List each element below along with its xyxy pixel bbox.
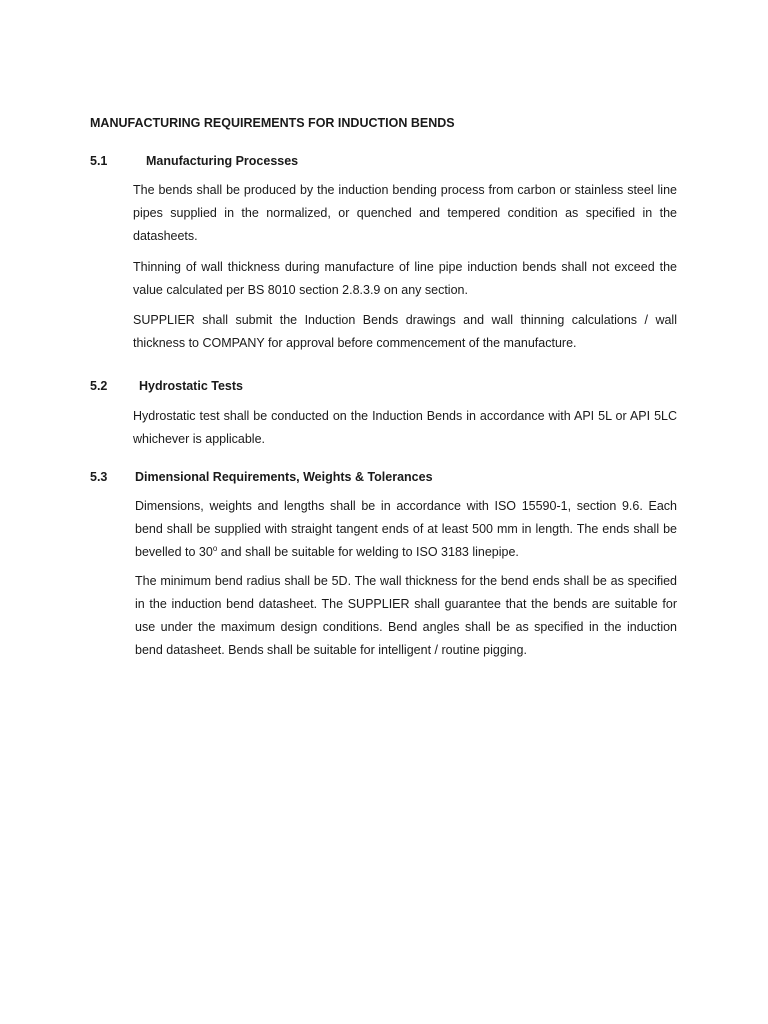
section-heading: Hydrostatic Tests bbox=[139, 379, 243, 393]
section-5-1-paragraph-1: The bends shall be produced by the induction bending process from carbon or stainless steel line pipes supplied in the normalized, or quenched and tempered condition as specified in the datasheets. bbox=[133, 183, 677, 243]
degree-superscript: o bbox=[212, 543, 218, 553]
paragraph-text: Dimensions, weights and lengths shall be in accordance with ISO 15590-1, section 9.6. Each bend shall be supplied with straight tangent ends of at least 500 mm in length. The ends shall be bevelled to 30 bbox=[135, 499, 677, 559]
section-number: 5.1 bbox=[90, 154, 108, 168]
section-number: 5.3 bbox=[90, 470, 108, 484]
section-heading: Dimensional Requirements, Weights & Tolerances bbox=[135, 470, 433, 484]
section-5-2-paragraph-1: Hydrostatic test shall be conducted on the Induction Bends in accordance with API 5L or API 5LC whichever is applicable. bbox=[133, 409, 677, 446]
section-5-3-header bbox=[90, 470, 433, 484]
section-5-1-header bbox=[90, 154, 299, 168]
section-5-1-paragraph-3: SUPPLIER shall submit the Induction Bends drawings and wall thinning calculations / wall thickness to COMPANY for approval before commencement of the manufacture. bbox=[133, 313, 677, 350]
section-5-1-paragraph-2: Thinning of wall thickness during manufacture of line pipe induction bends shall not exceed the value calculated per BS 8010 section 2.8.3.9 on any section. bbox=[133, 260, 677, 297]
section-5-3-paragraph-1 bbox=[135, 495, 677, 564]
section-number: 5.2 bbox=[90, 379, 108, 393]
paragraph-text: and shall be suitable for welding to ISO 3183 linepipe. bbox=[217, 545, 519, 559]
section-5-2-header bbox=[90, 379, 243, 393]
section-heading: Manufacturing Processes bbox=[146, 154, 299, 168]
document-title: MANUFACTURING REQUIREMENTS FOR INDUCTION BENDS bbox=[90, 116, 455, 130]
section-5-3-paragraph-2: The minimum bend radius shall be 5D. The wall thickness for the bend ends shall be as specified in the induction bend datasheet. The SUPPLIER shall guarantee that the bends are suitable for use under the maximum design conditions. Bend angles shall be as specified in the induction bend datasheet. Bends shall be suitable for intelligent / routine pigging. bbox=[135, 574, 677, 657]
